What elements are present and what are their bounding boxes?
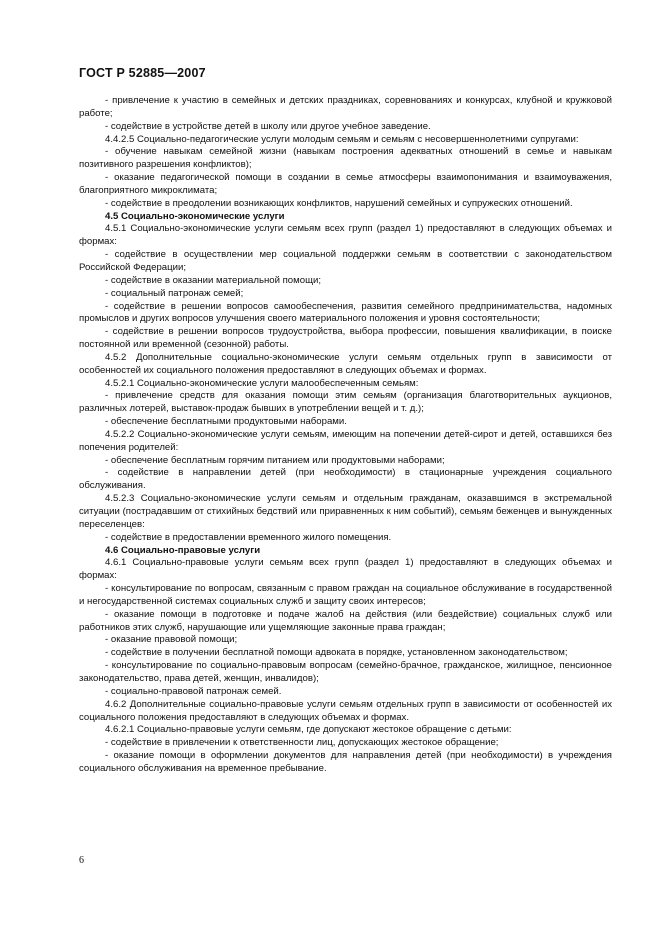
paragraph: - содействие в устройстве детей в школу или другое учебное заведение. — [105, 120, 431, 132]
paragraph: - содействие в преодолении возникающих конфликтов, нарушений семейных и супружеских отношений. — [105, 197, 573, 209]
paragraph: - социально-правовой патронаж семей. — [105, 685, 282, 697]
paragraph: - оказание правовой помощи; — [105, 634, 238, 646]
paragraph: - обучение навыкам семейной жизни (навыкам построения адекватных отношений в семье и навыкам позитивного разрешения конфликтов); — [79, 146, 612, 171]
paragraph: 4.4.2.5 Социально-педагогические услуги молодым семьям и семьям с несовершеннолетними супругами: — [105, 133, 579, 145]
paragraph: - содействие в направлении детей (при необходимости) в стационарные учреждения социального обслуживания. — [79, 467, 612, 492]
paragraph: 4.5.2.3 Социально-экономические услуги семьям и отдельным гражданам, оказавшимся в экстремальной ситуации (пострадавшим от стихийных бедствий или приравненных к ним событий), семьям беженцев и вынужденных переселенцев: — [79, 493, 612, 530]
paragraph: - обеспечение бесплатными продуктовыми наборами. — [105, 416, 347, 428]
paragraph: - содействие в привлечении к ответственности лиц, допускающих жестокое обращение; — [105, 737, 499, 749]
page-number: 6 — [79, 855, 84, 866]
document-header: ГОСТ Р 52885—2007 — [79, 66, 206, 80]
paragraph: - содействие в получении бесплатной помощи адвоката в порядке, установленном законодательством; — [105, 647, 568, 659]
paragraph: - содействие в предоставлении временного жилого помещения. — [105, 531, 392, 543]
paragraph: - консультирование по социально-правовым вопросам (семейно-брачное, гражданское, жилищное, пенсионное законодательство, права детей, женщин, инвалидов); — [79, 660, 612, 684]
paragraph: 4.5.1 Социально-экономические услуги семьям всех групп (раздел 1) предоставляют в следующих объемах и формах: — [79, 223, 612, 248]
paragraph: - содействие в осуществлении мер социальной поддержки семьям в соответствии с законодательством Российской Федерации; — [79, 249, 612, 273]
paragraph: - обеспечение бесплатным горячим питанием или продуктовыми наборами; — [105, 454, 445, 466]
paragraph: - консультирование по вопросам, связанным с правом граждан на социальное обслуживание в государственной и негосударственной системах социальных служб и защиту своих интересов; — [79, 583, 612, 607]
paragraph: - социальный патронаж семей; — [105, 287, 244, 299]
section-heading: 4.6 Социально-правовые услуги — [105, 544, 261, 556]
paragraph: 4.6.1 Социально-правовые услуги семьям всех групп (раздел 1) предоставляют в следующих объемах и формах: — [79, 557, 612, 582]
paragraph: - содействие в решении вопросов трудоустройства, выбора профессии, повышения квалификации, в поиске постоянной или временной (сезонной) работы. — [79, 326, 612, 351]
paragraph: 4.5.2.1 Социально-экономические услуги малообеспеченным семьям: — [105, 377, 419, 389]
paragraph: - содействие в решении вопросов самообеспечения, развития семейного предпринимательства, надомных промыслов и других вопросов улучшения своего материального положения и уровня состоятельности; — [79, 300, 612, 325]
paragraph: 4.6.2 Дополнительные социально-правовые услуги семьям отдельных групп в зависимости от особенностей их социального положения предоставляют в следующих объемах и формах. — [79, 698, 612, 723]
paragraph: 4.6.2.1 Социально-правовые услуги семьям, где допускают жестокое обращение с детьми: — [105, 724, 512, 736]
paragraph: 4.5.2 Дополнительные социально-экономические услуги семьям отдельных групп в зависимости от особенностей их социального положения предоставляют в следующих объемах и формах. — [79, 351, 612, 376]
document-body — [79, 95, 612, 776]
paragraph: - содействие в оказании материальной помощи; — [105, 274, 321, 286]
paragraph: - привлечение к участию в семейных и детских праздниках, соревнованиях и конкурсах, клубной и кружковой работе; — [79, 95, 612, 119]
paragraph: 4.5.2.2 Социально-экономические услуги семьям, имеющим на попечении детей-сирот и детей, оставшихся без попечения родителей: — [79, 428, 612, 453]
paragraph: - оказание педагогической помощи в создании в семье атмосферы взаимопонимания и взаимоуважения, благоприятного микроклимата; — [79, 172, 612, 196]
section-heading: 4.5 Социально-экономические услуги — [105, 210, 285, 222]
paragraph: - оказание помощи в подготовке и подаче жалоб на действия (или бездействие) социальных служб или работников этих служб, нарушающие или ущемляющие законные права граждан; — [79, 608, 612, 633]
paragraph: - оказание помощи в оформлении документов для направления детей (при необходимости) в учреждения социального обслуживания на временное пребывание. — [79, 750, 612, 774]
paragraph: - привлечение средств для оказания помощи этим семьям (организация благотворительных аукционов, различных лотерей, выставок-продаж бывших в употреблении вещей и т. д.); — [79, 390, 612, 415]
